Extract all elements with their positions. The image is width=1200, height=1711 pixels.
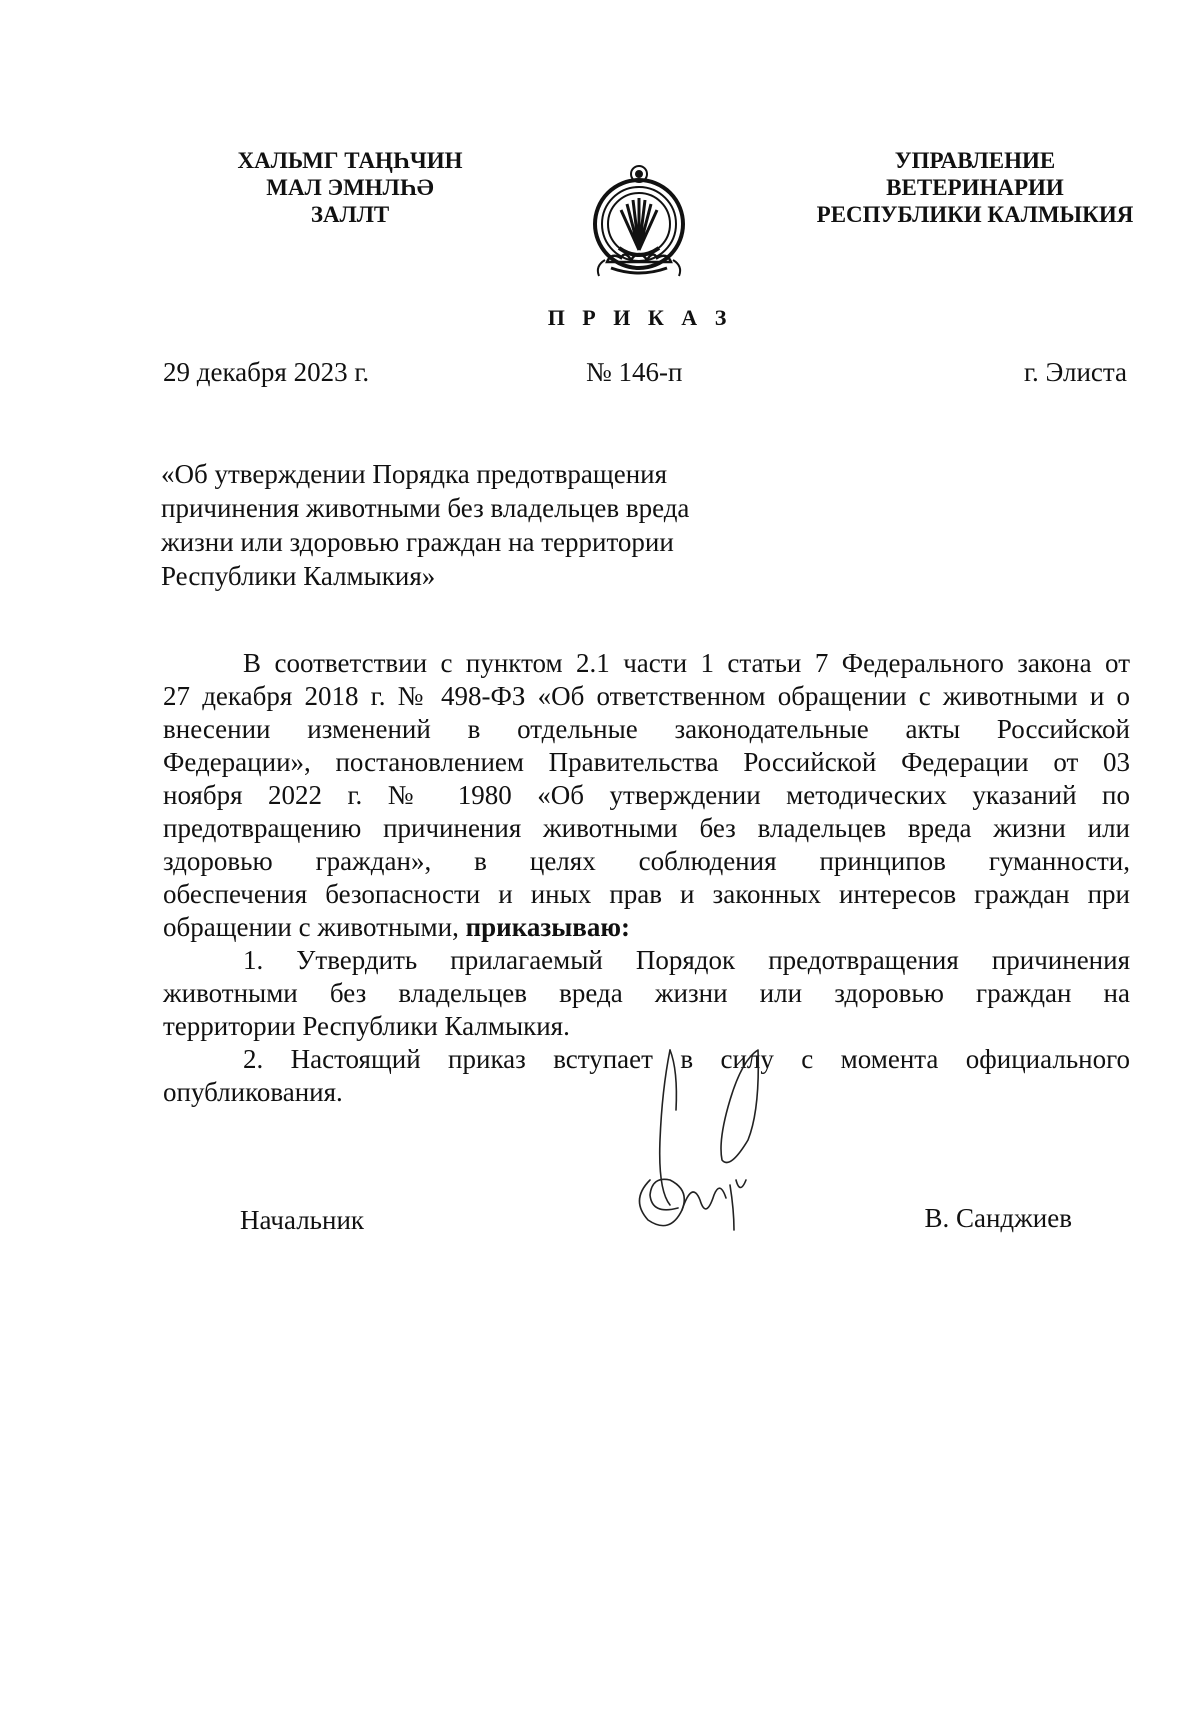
item-1-line: животными без владельцев вреда жизни или здоровью граждан на: [163, 978, 1130, 1008]
document-number: № 146-п: [586, 357, 683, 387]
header-russian-line: РЕСПУБЛИКИ КАЛМЫКИЯ: [816, 202, 1134, 227]
body-line: 27 декабря 2018 г. № 498-ФЗ «Об ответственном обращении с животными и о: [163, 681, 1130, 711]
header-russian-line: УПРАВЛЕНИЕ: [894, 148, 1056, 173]
title-line: причинения животными без владельцев вреда: [161, 493, 690, 523]
document-date: 29 декабря 2023 г.: [163, 357, 370, 387]
header-kalmyk-line: ХАЛЬМГ ТАҢҺЧИН: [237, 148, 463, 173]
kalmykia-emblem-icon: [581, 162, 697, 284]
body-line: предотвращению причинения животными без владельцев вреда жизни или: [163, 813, 1130, 843]
body-line: обеспечения безопасности и иных прав и законных интересов граждан при: [163, 879, 1130, 909]
item-2-line: опубликования.: [163, 1077, 343, 1107]
body-line: [163, 911, 1130, 944]
body-line: Федерации», постановлением Правительства Российской Федерации от 03: [163, 747, 1130, 777]
header-russian: [760, 147, 1190, 228]
body-line: внесении изменений в отдельные законодательные акты Российской: [163, 714, 1130, 744]
item-1-line: 1. Утвердить прилагаемый Порядок предотвращения причинения: [243, 945, 1130, 975]
handwritten-signature-icon: [630, 1030, 800, 1250]
header-kalmyk-line: ЗАЛЛТ: [310, 202, 390, 227]
header-kalmyk-line: МАЛ ЭМНЛҺӘ: [266, 175, 434, 200]
body-line: ноября 2022 г. № 1980 «Об утверждении методических указаний по: [163, 780, 1130, 810]
title-line: «Об утверждении Порядка предотвращения: [161, 459, 668, 489]
title-line: Республики Калмыкия»: [161, 561, 436, 591]
title-line: жизни или здоровью граждан на территории: [161, 527, 674, 557]
order-word: приказываю:: [465, 912, 630, 942]
preamble-end: обращении с животными,: [163, 912, 459, 942]
document-title: [161, 457, 761, 593]
signatory-role: Начальник: [240, 1205, 365, 1235]
document-type: П Р И К А З: [547, 305, 733, 330]
signatory-name: В. Санджиев: [924, 1203, 1072, 1233]
header-russian-line: ВЕТЕРИНАРИИ: [886, 175, 1064, 200]
item-1-line: территории Республики Калмыкия.: [163, 1011, 570, 1041]
document-city: г. Элиста: [1023, 357, 1127, 387]
header-kalmyk: [180, 147, 520, 228]
body-line: здоровью граждан», в целях соблюдения принципов гуманности,: [163, 846, 1130, 876]
body-line: В соответствии с пунктом 2.1 части 1 статьи 7 Федерального закона от: [243, 648, 1130, 678]
item-2-line: 2. Настоящий приказ вступает в силу с момента официального: [243, 1044, 1130, 1074]
